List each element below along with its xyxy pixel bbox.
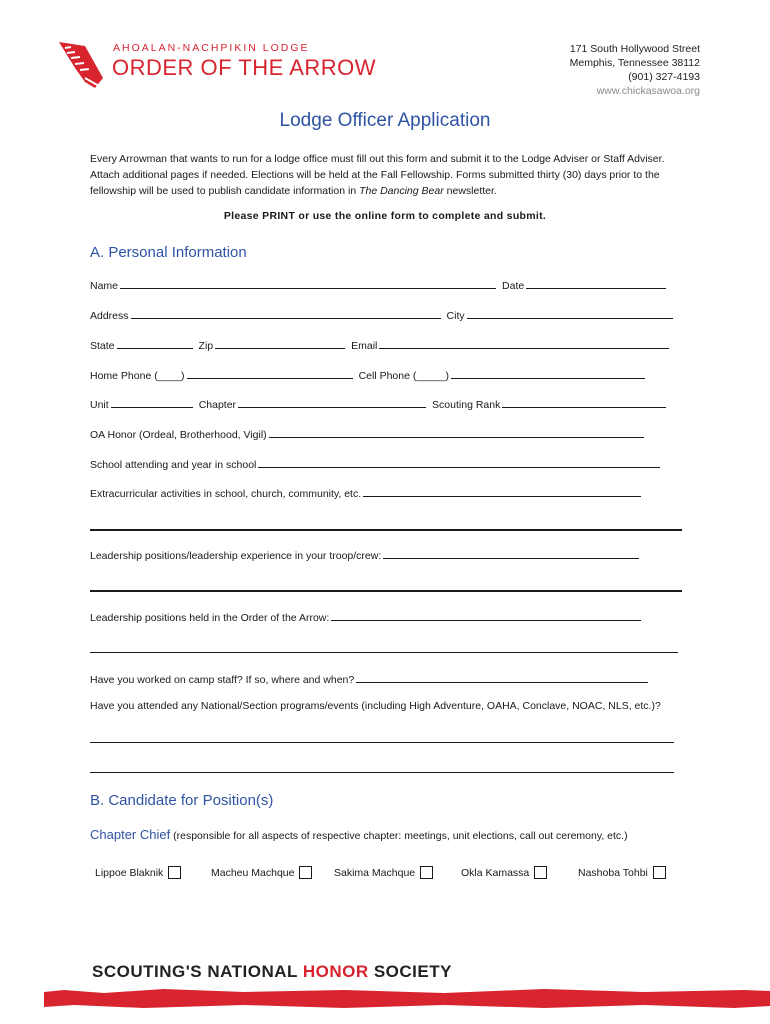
zip-field[interactable] [215,348,345,349]
address-city-row [90,306,680,322]
chapter-option-label: Sakima Machque [334,866,416,879]
chapter-option-label: Macheu Machque [211,866,295,879]
address-line2: Memphis, Tennessee 38112 [569,57,700,69]
org-name: ORDER OF THE ARROW [112,55,377,80]
chapter-label: Chapter [198,399,237,411]
extracurricular-row [90,484,680,500]
leadership-oa-extra-line[interactable] [90,652,678,653]
checkbox[interactable] [420,866,433,879]
leadership-troop-label: Leadership positions/leadership experience in your troop/crew: [90,550,382,562]
website-link[interactable]: www.chickasawoa.org [596,85,700,97]
cell-phone-field[interactable] [451,378,645,379]
email-label: Email [351,340,378,352]
address-label: Address [90,310,129,322]
checkbox[interactable] [653,866,666,879]
newsletter-name: The Dancing Bear [359,185,444,197]
camp-staff-field[interactable] [356,682,648,683]
phone: (901) 327-4193 [628,71,700,83]
unit-label: Unit [90,399,109,411]
footer-red-band [44,987,770,1009]
unit-field[interactable] [111,407,193,408]
camp-staff-label: Have you worked on camp staff? If so, where and when? [90,674,355,686]
address-field[interactable] [131,318,441,319]
national-programs-line-1[interactable] [90,742,674,743]
address-line1: 171 South Hollywood Street [569,43,700,55]
state-zip-email-row [90,336,680,352]
oa-honor-label: OA Honor (Ordeal, Brotherhood, Vigil) [90,429,267,441]
leadership-oa-label: Leadership positions held in the Order of the Arrow: [90,612,330,624]
chapter-chief-desc: (responsible for all aspects of respective chapter: meetings, unit elections, call out ceremony, etc.) [170,830,628,842]
phone-row [90,366,680,382]
national-programs-label: Have you attended any National/Section programs/events (including High Adventure, OAHA, Conclave, NOAC, NLS, etc.)? [90,700,661,712]
section-b-heading: B. Candidate for Position(s) [90,792,274,809]
email-field[interactable] [379,348,669,349]
state-label: State [90,340,115,352]
chapter-option-label: Lippoe Blaknik [95,866,164,879]
chapter-chief-line [90,827,628,842]
school-field[interactable] [258,467,660,468]
date-label: Date [502,280,525,292]
intro-paragraph: Every Arrowman that wants to run for a lodge office must fill out this form and submit it to the Lodge Adviser or Staff Adviser. Attach additional pages if needed. Elections will be held at the Fall Fellowship. Forms submitted thirty (30) days prior to the fellowship will be used to publish candidate information in The Dancing Bear newsletter. [90,153,665,197]
home-phone-field[interactable] [187,378,353,379]
oa-honor-row [90,425,680,441]
state-field[interactable] [117,348,193,349]
lodge-name: AHOALAN-NACHPIKIN LODGE [113,42,310,54]
page-title: Lodge Officer Application [279,110,491,131]
checkbox[interactable] [168,866,181,879]
checkbox[interactable] [299,866,312,879]
city-label: City [446,310,465,322]
chapter-option-okla[interactable] [461,866,547,879]
leadership-troop-field[interactable] [383,558,639,559]
school-label: School attending and year in school [90,459,257,471]
zip-label: Zip [198,340,214,352]
chapter-field[interactable] [238,407,426,408]
arrowhead-icon [55,38,107,90]
scouting-rank-field[interactable] [502,407,666,408]
school-row [90,455,680,471]
name-label: Name [90,280,119,292]
unit-chapter-rank-row [90,395,680,411]
chapter-option-label: Okla Kamassa [461,866,530,879]
name-field[interactable] [120,288,496,289]
extracurricular-extra-line[interactable] [90,529,682,531]
scouting-rank-label: Scouting Rank [432,399,501,411]
chapter-option-nashoba[interactable] [578,866,666,879]
oa-honor-field[interactable] [269,437,644,438]
chapter-option-macheu[interactable] [211,866,312,879]
chapter-option-sakima[interactable] [334,866,433,879]
extracurricular-label: Extracurricular activities in school, church, community, etc. [90,488,362,500]
chapter-option-lippoe[interactable] [95,866,181,879]
footer-tagline: SCOUTING'S NATIONAL HONOR SOCIETY [92,962,452,981]
chapter-option-label: Nashoba Tohbi [578,866,648,879]
chapter-chief-title: Chapter Chief [90,827,171,842]
leadership-oa-field[interactable] [331,620,641,621]
city-field[interactable] [467,318,673,319]
leadership-oa-row [90,608,680,624]
section-a-heading: A. Personal Information [90,244,247,261]
leadership-troop-row [90,546,680,562]
cell-phone-label: Cell Phone (_____) [358,370,450,382]
name-date-row [90,276,680,292]
extracurricular-field[interactable] [363,496,641,497]
national-programs-line-2[interactable] [90,772,674,773]
print-note: Please PRINT or use the online form to complete and submit. [223,210,547,222]
leadership-troop-extra-line[interactable] [90,590,682,592]
checkbox[interactable] [534,866,547,879]
date-field[interactable] [526,288,666,289]
camp-staff-row [90,670,680,686]
home-phone-label: Home Phone (____) [90,370,185,382]
